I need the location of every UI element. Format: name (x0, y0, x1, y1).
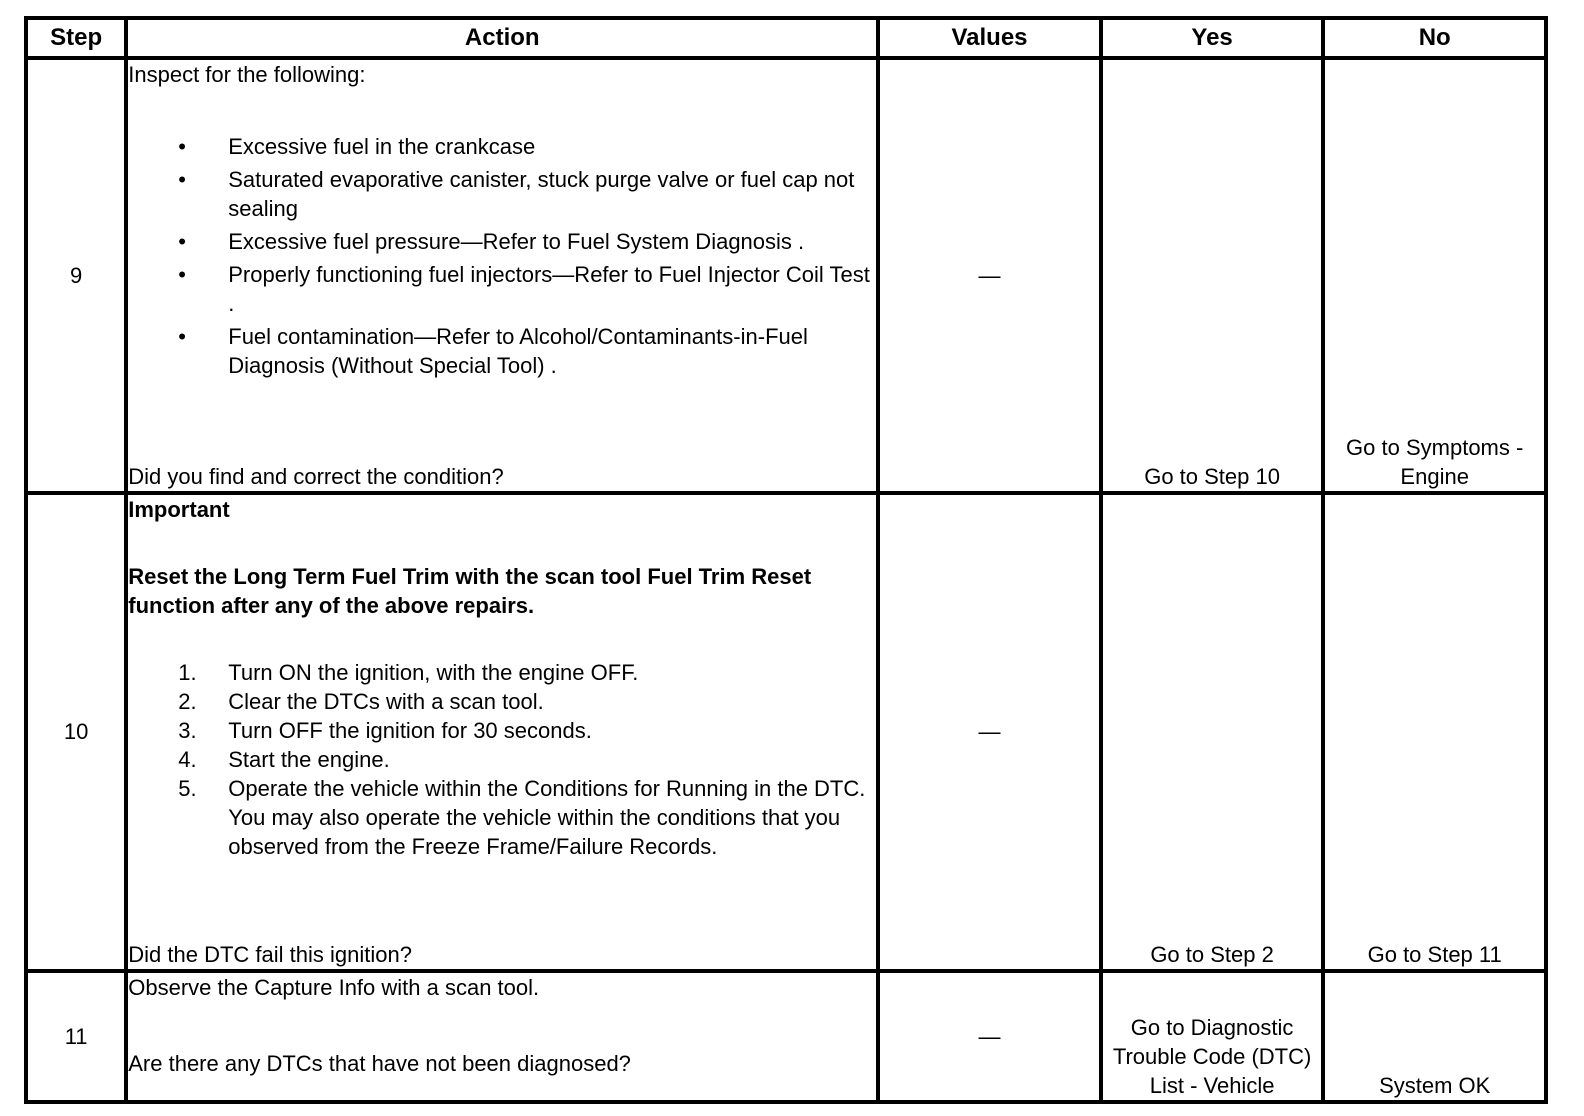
diagnostic-table (24, 16, 1548, 1104)
header-no: No (1323, 18, 1546, 58)
action-intro: Inspect for the following: (128, 62, 366, 87)
table-row-step-9 (26, 58, 1546, 493)
list-item: • Excessive fuel in the crankcase (178, 134, 536, 159)
action-cell (126, 971, 878, 1102)
bullet-icon: • (178, 229, 186, 254)
important-text: Reset the Long Term Fuel Trim with the scan tool Fuel Trim Reset function after any of the above repairs. (128, 564, 812, 619)
list-item: 3. Turn OFF the ignition for 30 seconds. (178, 718, 592, 744)
step-number: 11 (26, 971, 126, 1102)
bullet-icon: • (178, 134, 186, 159)
list-item: • Properly functioning fuel injectors—Refer to Fuel Injector Coil Test . (178, 262, 870, 316)
header-action: Action (126, 18, 878, 58)
action-question: Are there any DTCs that have not been diagnosed? (128, 1051, 631, 1076)
action-question: Did the DTC fail this ignition? (128, 942, 412, 968)
list-item: 2. Clear the DTCs with a scan tool. (178, 689, 544, 715)
yes-link[interactable]: Go to Diagnostic Trouble Code (DTC) List - Vehicle (1101, 971, 1324, 1102)
bullet-icon: • (178, 167, 186, 192)
bullet-icon: • (178, 324, 186, 349)
important-label: Important (128, 497, 230, 523)
list-item: • Fuel contamination—Refer to Alcohol/Contaminants-in-Fuel Diagnosis (Without Special Tool) . (178, 324, 808, 378)
list-item: • Excessive fuel pressure—Refer to Fuel System Diagnosis . (178, 229, 805, 254)
step-number: 9 (26, 58, 126, 493)
inspection-list (128, 132, 876, 380)
header-values: Values (878, 18, 1101, 58)
table-row-step-10 (26, 493, 1546, 971)
bullet-icon: • (178, 262, 186, 287)
no-link[interactable]: System OK (1323, 971, 1546, 1102)
no-link[interactable]: Go to Step 11 (1323, 493, 1546, 971)
yes-link[interactable]: Go to Step 2 (1101, 493, 1324, 971)
values-cell: — (878, 971, 1101, 1102)
action-cell (126, 493, 878, 971)
procedure-list (128, 658, 876, 861)
step-number: 10 (26, 493, 126, 971)
yes-link[interactable]: Go to Step 10 (1101, 58, 1324, 493)
header-step: Step (26, 18, 126, 58)
list-item: • Saturated evaporative canister, stuck purge valve or fuel cap not sealing (178, 167, 855, 221)
action-cell (126, 58, 878, 493)
list-item: 4. Start the engine. (178, 747, 390, 773)
values-cell: — (878, 493, 1101, 971)
table-row-step-11 (26, 971, 1546, 1102)
list-item: 5. Operate the vehicle within the Conditions for Running in the DTC. You may also operate the vehicle within the conditions that you observed from the Freeze Frame/Failure Records. (178, 776, 866, 860)
values-cell: — (878, 58, 1101, 493)
no-link[interactable]: Go to Symptoms - Engine (1323, 58, 1546, 493)
header-yes: Yes (1101, 18, 1324, 58)
action-question: Did you find and correct the condition? (128, 464, 504, 490)
list-item: 1. Turn ON the ignition, with the engine OFF. (178, 660, 639, 686)
header-row (26, 18, 1546, 58)
action-intro: Observe the Capture Info with a scan tool. (128, 975, 540, 1001)
